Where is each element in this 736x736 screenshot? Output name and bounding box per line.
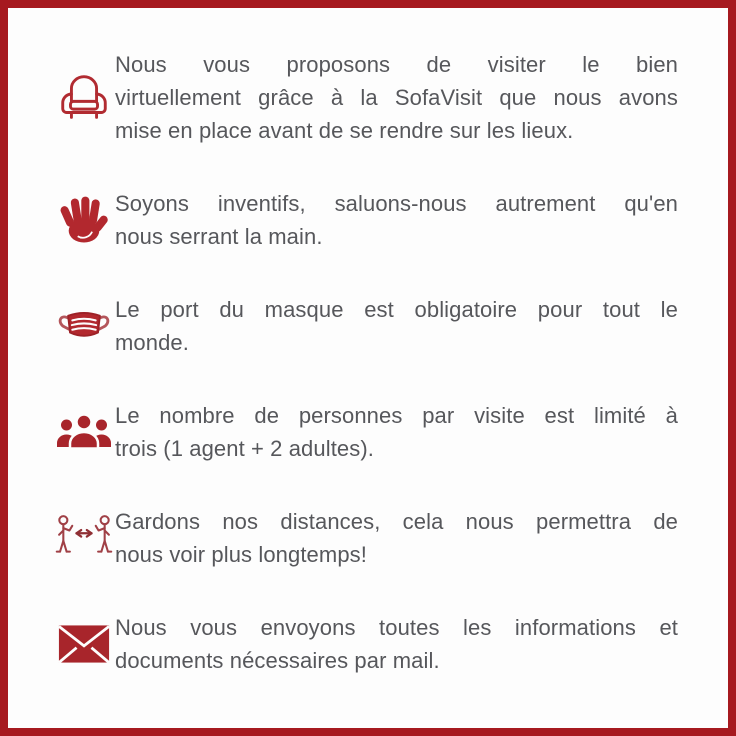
social-distance-icon xyxy=(53,511,115,565)
rule-item-group-limit xyxy=(53,399,688,465)
people-group-icon xyxy=(53,411,115,453)
rule-text-group-limit: Le nombre de personnes par visite est limité à trois (1 agent + 2 adultes). xyxy=(115,403,678,461)
rule-item-greeting xyxy=(53,187,688,253)
armchair-icon xyxy=(53,69,115,127)
face-mask-icon xyxy=(53,307,115,345)
rule-item-distance xyxy=(53,505,688,571)
rule-text-distance: Gardons nos distances, cela nous permettra de nous voir plus longtemps! xyxy=(115,509,678,567)
rule-text-mail: Nous vous envoyons toutes les informations et documents nécessaires par mail. xyxy=(115,615,678,673)
open-hand-icon xyxy=(53,193,115,247)
rule-item-mail xyxy=(53,611,688,677)
rule-text-greeting: Soyons inventifs, saluons-nous autrement qu'en nous serrant la main. xyxy=(115,191,678,249)
rule-item-sofavisit xyxy=(53,48,688,147)
rule-text-mask: Le port du masque est obligatoire pour tout le monde. xyxy=(115,297,678,355)
rule-item-mask xyxy=(53,293,688,359)
rule-text-sofavisit: Nous vous proposons de visiter le bien virtuellement grâce à la SofaVisit que nous avons mise en place avant de se rendre sur les lieux. xyxy=(115,52,678,143)
envelope-icon xyxy=(53,624,115,664)
